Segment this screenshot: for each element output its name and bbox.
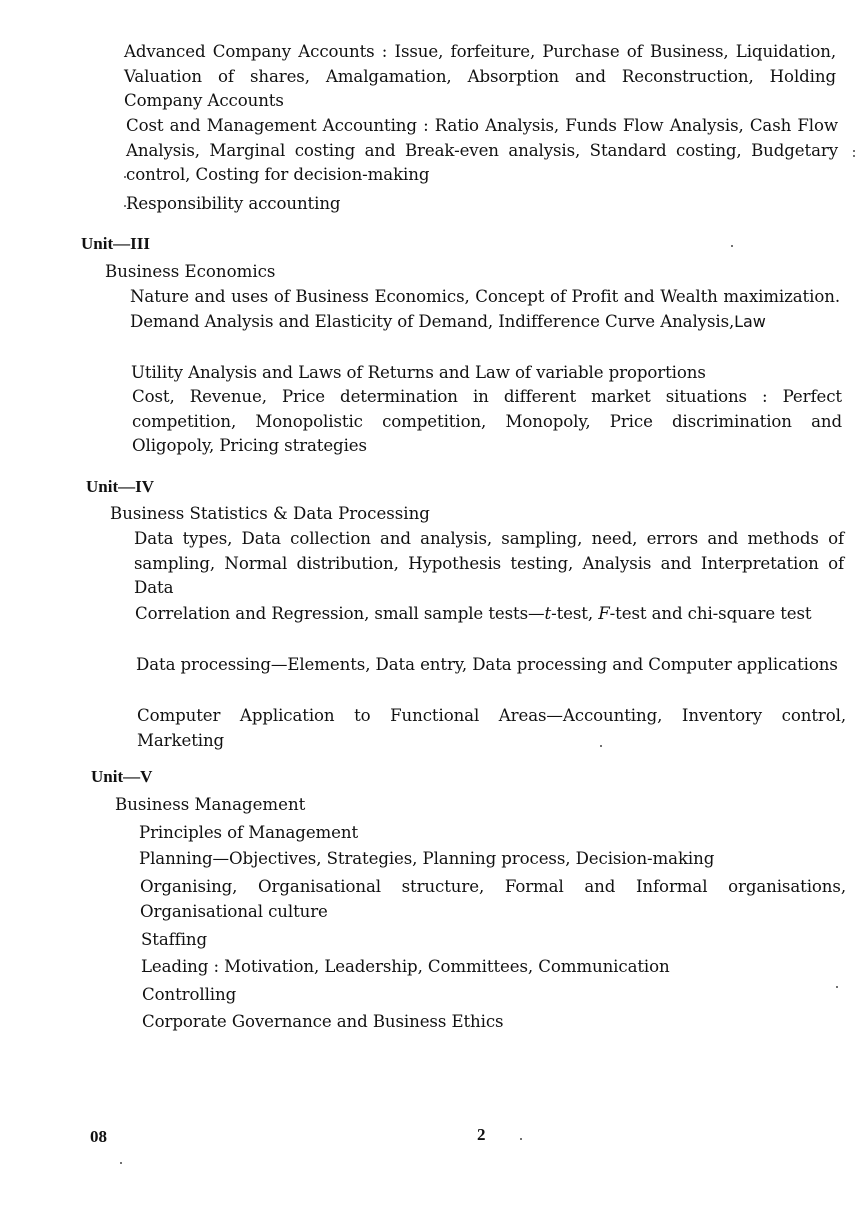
item-data-types: Data types, Data collection and analysis, sampling, need, errors and methods of sampling, Normal distribution, Hypothesis testing, Analysis and Interpretation of Data xyxy=(134,529,844,597)
page-number: 2 xyxy=(477,1125,486,1144)
scan-speck xyxy=(836,986,838,988)
unit-iii-heading: Unit—III xyxy=(81,234,150,253)
item-principles-of-management: Principles of Management xyxy=(139,823,359,842)
unit-iv-subject: Business Statistics & Data Processing xyxy=(110,504,430,523)
item-corporate-governance: Corporate Governance and Business Ethics xyxy=(142,1012,504,1031)
item-text-middle: -test, xyxy=(551,604,599,623)
item-advanced-company-accounts: Advanced Company Accounts : Issue, forfeiture, Purchase of Business, Liquidation, Valuation of shares, Amalgamation, Absorption and Reconstruction, Holding Company Accounts xyxy=(124,42,836,110)
t-letter: t xyxy=(544,604,552,623)
scan-speck xyxy=(124,176,126,178)
scan-speck xyxy=(120,1162,122,1164)
scan-speck xyxy=(853,150,855,152)
item-text-suffix: -test and chi-square test xyxy=(609,604,812,623)
unit-v-subject: Business Management xyxy=(115,795,306,814)
item-staffing: Staffing xyxy=(141,930,208,949)
item-utility-analysis: Utility Analysis and Laws of Returns and Law of variable proportions xyxy=(131,363,706,382)
handwritten-note: Law xyxy=(734,311,766,331)
item-controlling: Controlling xyxy=(142,985,237,1004)
item-correlation-regression xyxy=(135,602,845,627)
scan-speck xyxy=(853,155,855,157)
unit-iv-heading: Unit—IV xyxy=(86,477,155,496)
scan-speck xyxy=(124,205,126,207)
item-responsibility-accounting: Responsibility accounting xyxy=(126,194,341,213)
unit-iii-subject: Business Economics xyxy=(105,262,276,281)
scan-speck xyxy=(520,1138,522,1140)
scan-speck xyxy=(731,245,733,247)
scan-speck xyxy=(600,745,602,747)
item-text: Nature and uses of Business Economics, Concept of Profit and Wealth maximization. Demand Analysis and Elasticity of Demand, Indifference Curve Analysis, xyxy=(130,287,840,331)
item-nature-uses-business-economics xyxy=(130,285,840,334)
item-data-processing: Data processing—Elements, Data entry, Data processing and Computer applications xyxy=(136,655,838,674)
item-cost-revenue-price: Cost, Revenue, Price determination in different market situations : Perfect competition, Monopolistic competition, Monopoly, Price discrimination and Oligopoly, Pricing strategies xyxy=(132,387,842,455)
unit-v-heading: Unit—V xyxy=(91,767,153,786)
item-organising: Organising, Organisational structure, Formal and Informal organisations, Organisational culture xyxy=(140,877,846,921)
f-letter: F xyxy=(598,604,610,623)
item-computer-application: Computer Application to Functional Areas—Accounting, Inventory control, Marketing xyxy=(137,706,846,750)
item-planning: Planning—Objectives, Strategies, Planning process, Decision-making xyxy=(139,849,715,868)
item-leading: Leading : Motivation, Leadership, Committees, Communication xyxy=(141,957,670,976)
item-text-prefix: Correlation and Regression, small sample tests— xyxy=(135,604,545,623)
footer-code: 08 xyxy=(90,1127,107,1146)
item-cost-management-accounting: Cost and Management Accounting : Ratio Analysis, Funds Flow Analysis, Cash Flow Analysis, Marginal costing and Break-even analysis, Standard costing, Budgetary control, Costing for decision-making xyxy=(126,116,838,184)
